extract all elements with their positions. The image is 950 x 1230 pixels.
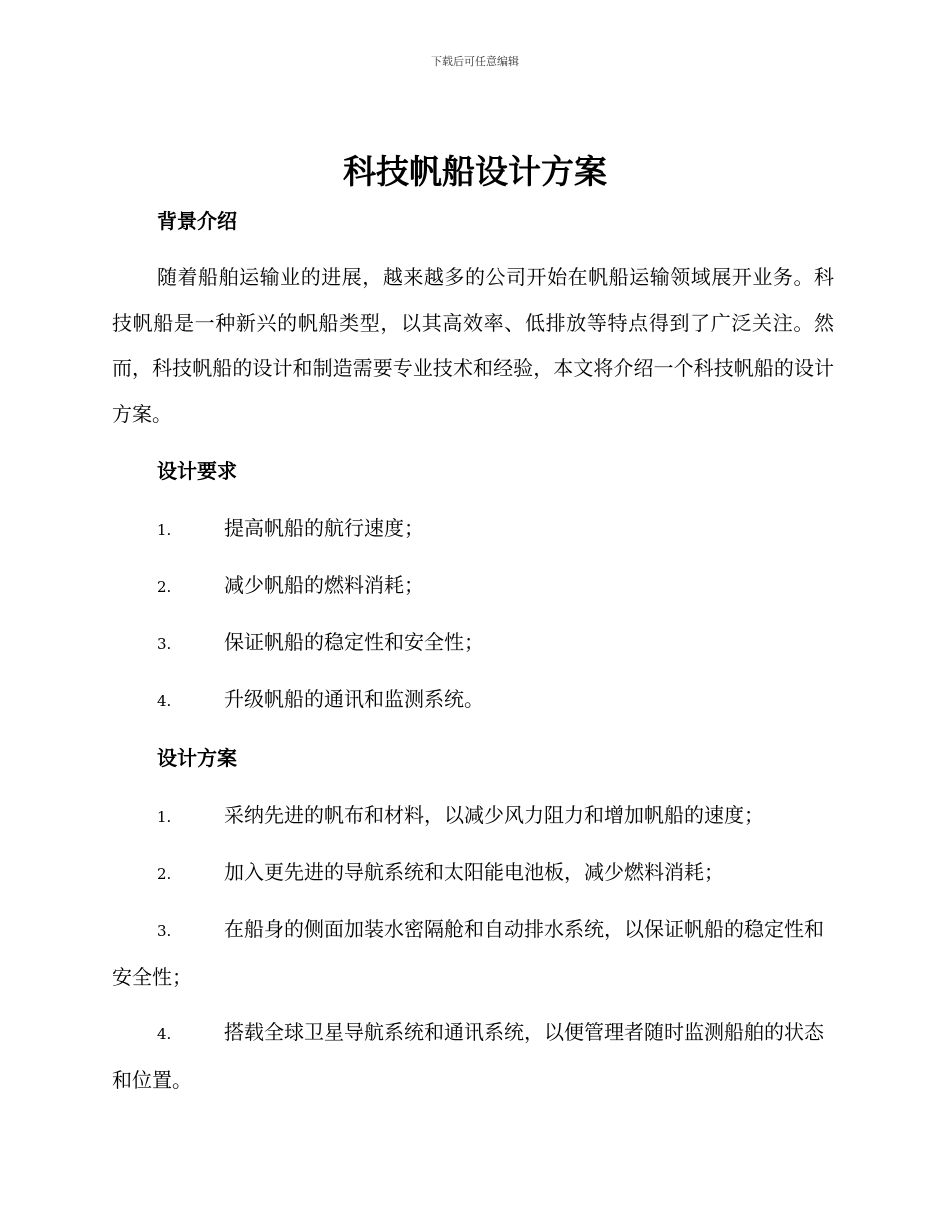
list-number: 3. xyxy=(157,922,172,940)
list-number: 4. xyxy=(157,1025,172,1043)
list-text: 提高帆船的航行速度； xyxy=(224,516,424,540)
list-text: 升级帆船的通讯和监测系统。 xyxy=(224,687,484,711)
list-number: 2. xyxy=(157,578,172,596)
list-number: 4. xyxy=(157,692,172,710)
requirement-item xyxy=(112,677,834,725)
requirement-item xyxy=(112,563,834,611)
section-heading-plan: 设计方案 xyxy=(157,746,237,770)
list-text: 减少帆船的燃料消耗； xyxy=(224,573,424,597)
requirement-item xyxy=(112,620,834,668)
plan-item xyxy=(112,907,834,1000)
list-text: 保证帆船的稳定性和安全性； xyxy=(224,630,484,654)
plan-item xyxy=(112,1010,834,1103)
list-text: 在船身的侧面加装水密隔舱和自动排水系统，以保证帆船的稳定性和安全性； xyxy=(112,917,824,989)
list-number: 1. xyxy=(157,521,172,539)
list-text: 采纳先进的帆布和材料，以减少风力阻力和增加帆船的速度； xyxy=(224,803,764,827)
section-heading-background: 背景介绍 xyxy=(157,209,237,233)
list-number: 3. xyxy=(157,635,172,653)
document-title: 科技帆船设计方案 xyxy=(343,152,607,191)
requirement-item xyxy=(112,506,834,554)
list-number: 2. xyxy=(157,865,172,883)
background-paragraph: 随着船舶运输业的进展，越来越多的公司开始在帆船运输领域展开业务。科技帆船是一种新兴的帆船类型，以其高效率、低排放等特点得到了广泛关注。然而，科技帆船的设计和制造需要专业技术和经验，本文将介绍一个科技帆船的设计方案。 xyxy=(112,265,834,426)
section-heading-requirements: 设计要求 xyxy=(157,459,237,483)
list-text: 加入更先进的导航系统和太阳能电池板，减少燃料消耗； xyxy=(224,860,724,884)
list-text: 搭载全球卫星导航系统和通讯系统，以便管理者随时监测船舶的状态和位置。 xyxy=(112,1020,824,1092)
list-number: 1. xyxy=(157,808,172,826)
plan-item xyxy=(112,793,834,841)
header-note: 下载后可任意编辑 xyxy=(431,55,519,68)
plan-item xyxy=(112,850,834,898)
